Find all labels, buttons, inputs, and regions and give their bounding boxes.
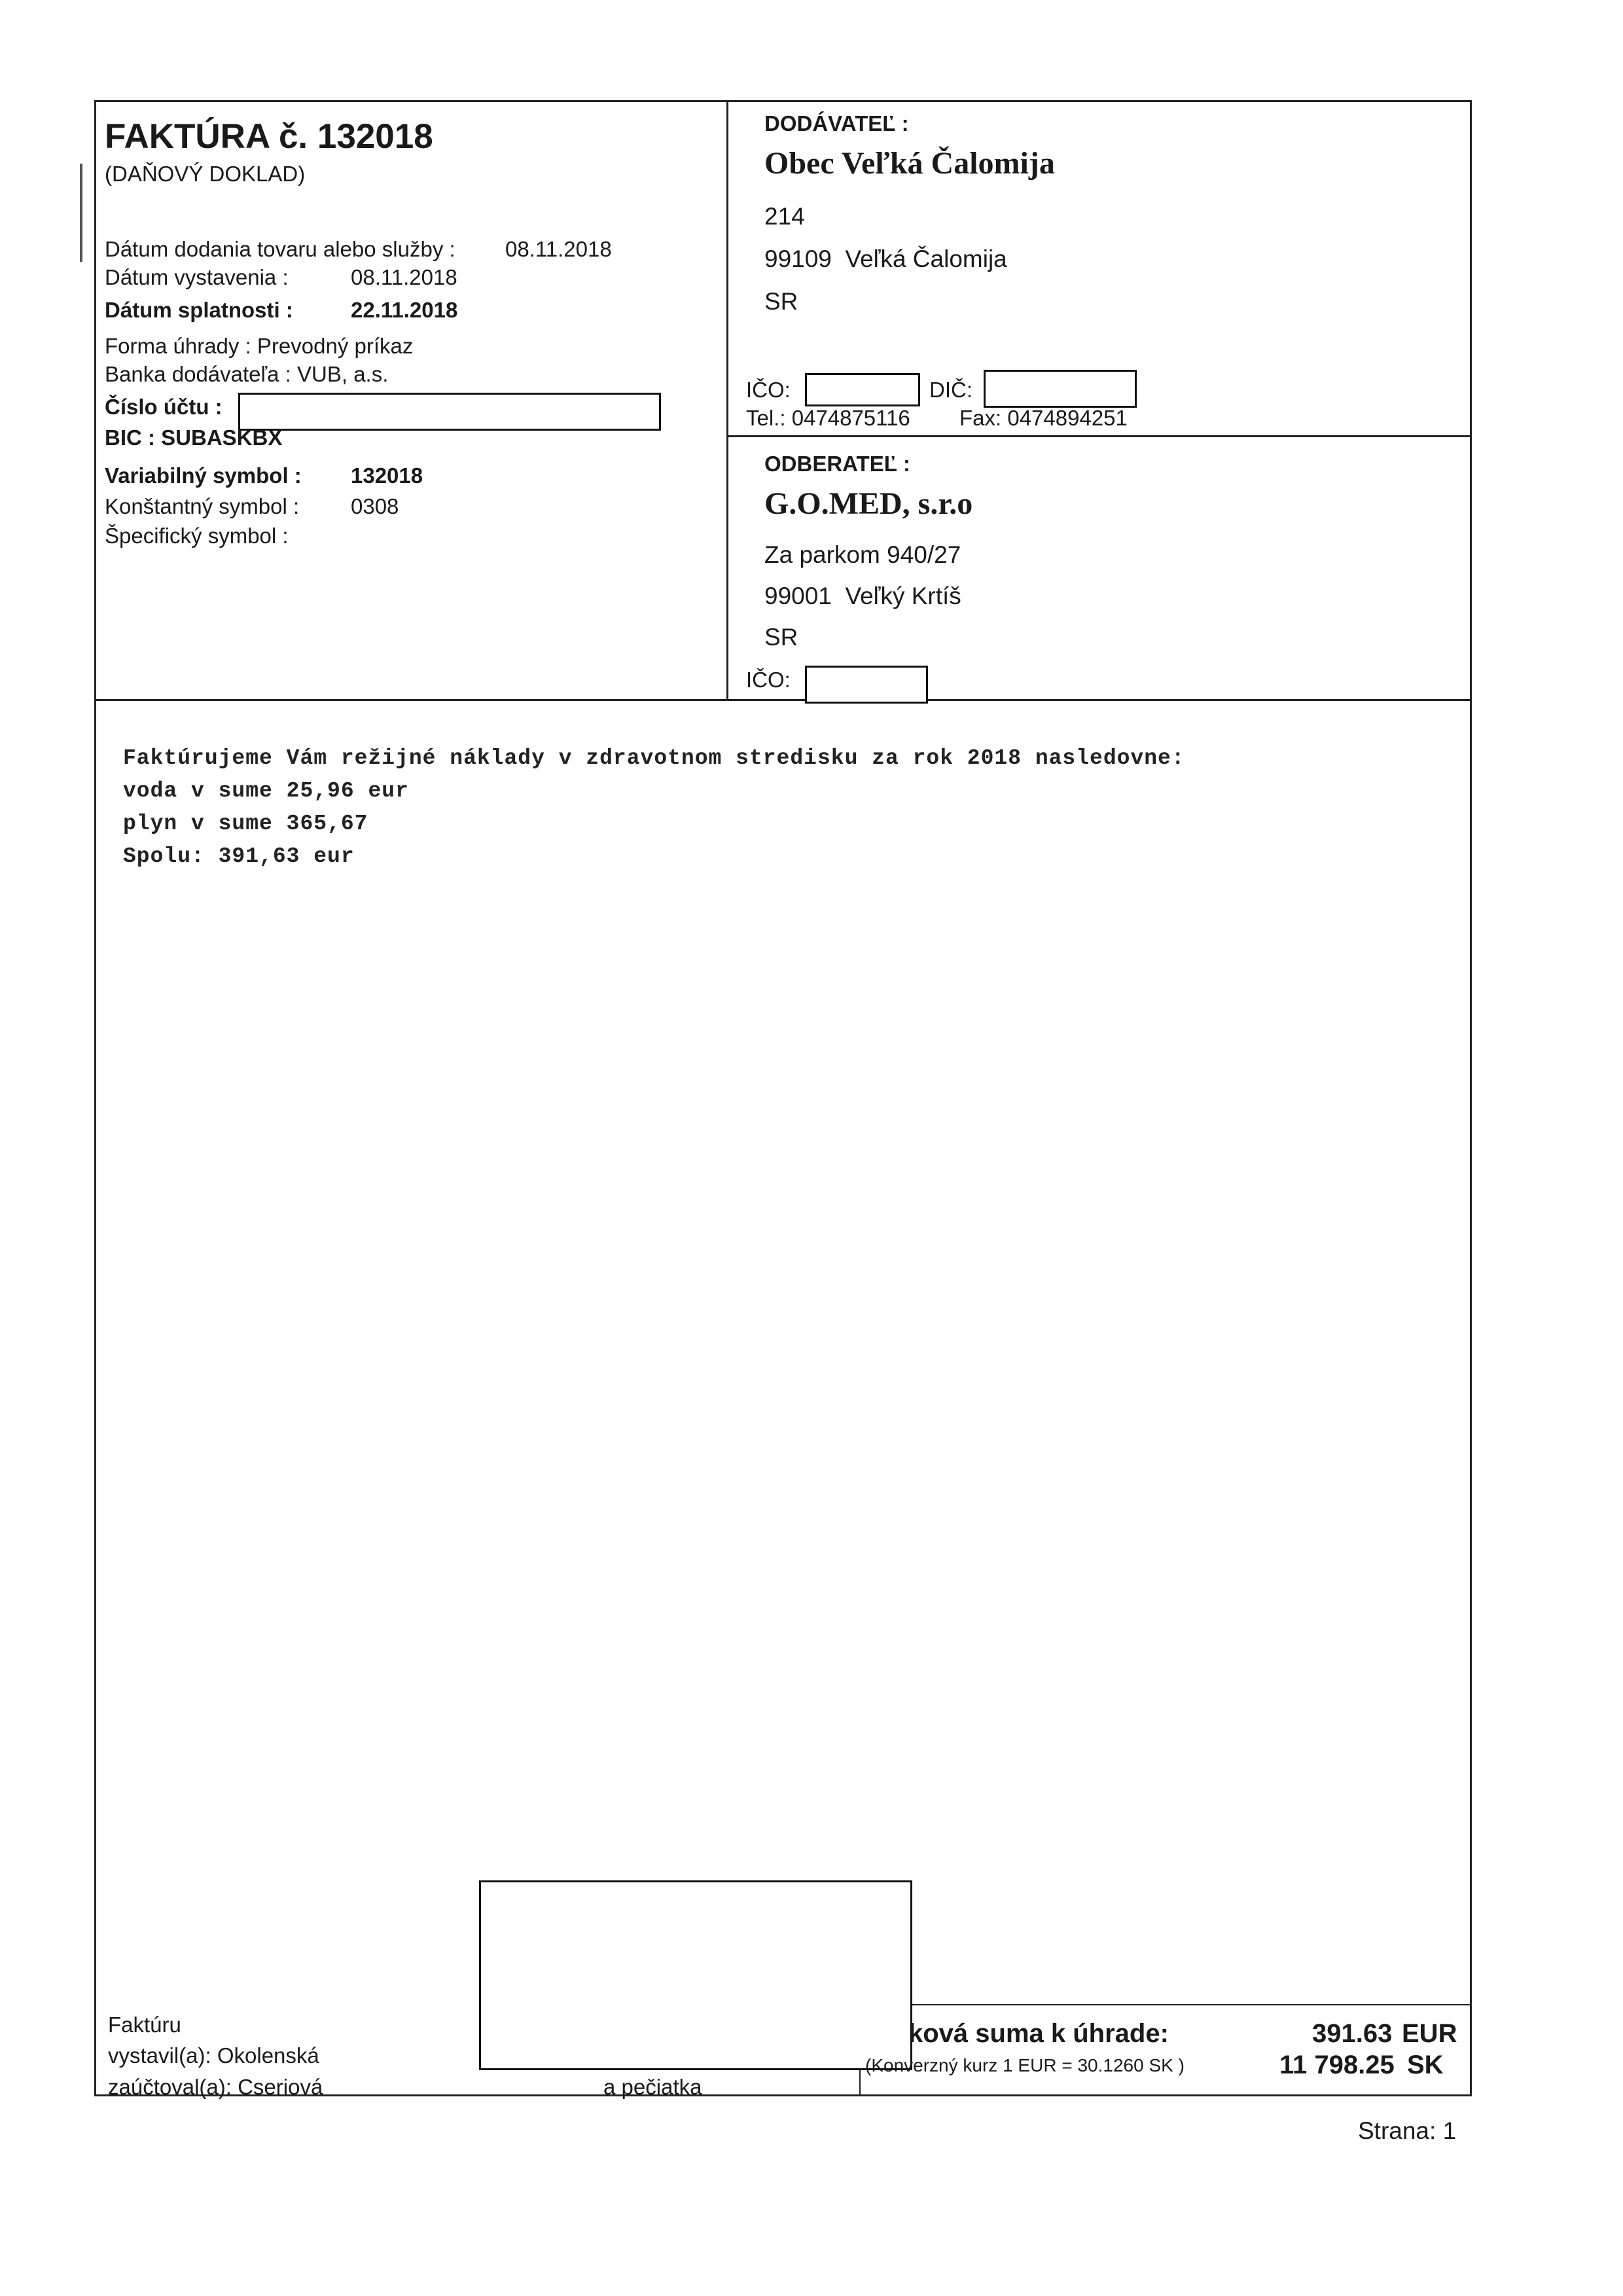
supplier-customer-divider	[726, 435, 1471, 437]
footer-total-divider	[903, 2004, 1471, 2005]
footer-invoice-label: Faktúru	[108, 2013, 181, 2037]
body-line-gas: plyn v sume 365,67	[123, 812, 368, 836]
account-number-redaction	[238, 393, 661, 431]
supplier-city: 99109 Veľká Čalomija	[764, 245, 1007, 272]
bic-code: BIC : SUBASKBX	[105, 425, 283, 450]
supplier-street: 214	[764, 203, 805, 230]
payment-form: Forma úhrady : Prevodný príkaz	[105, 334, 414, 358]
body-line-intro: Faktúrujeme Vám režijné náklady v zdravotnom stredisku za rok 2018 nasledovne:	[123, 746, 1185, 770]
invoice-subtitle: (DAŇOVÝ DOKLAD)	[105, 162, 306, 186]
frame-top	[94, 100, 1471, 102]
due-date-label: Dátum splatnosti :	[105, 298, 293, 322]
constant-symbol: 0308	[351, 494, 399, 518]
footer-booked-by: zaúčtoval(a): Cseriová	[108, 2075, 323, 2099]
delivery-date: 08.11.2018	[505, 237, 612, 261]
customer-ico-redaction	[805, 666, 928, 704]
customer-ico-label: IČO:	[746, 668, 791, 692]
header-vertical-divider	[726, 100, 728, 700]
constant-symbol-label: Konštantný symbol :	[105, 494, 300, 518]
supplier-heading: DODÁVATEĽ :	[764, 111, 909, 135]
invoice-title: FAKTÚRA č. 132018	[105, 117, 433, 156]
variable-symbol: 132018	[351, 463, 423, 488]
total-label: ková suma k úhrade:	[908, 2019, 1169, 2048]
supplier-dic-label: DIČ:	[929, 378, 972, 402]
supplier-fax: Fax: 0474894251	[959, 406, 1128, 430]
supplier-country: SR	[764, 288, 798, 315]
variable-symbol-label: Variabilný symbol :	[105, 463, 302, 488]
header-divider	[94, 699, 1471, 701]
footer-stamp-label: a pečiatka	[603, 2075, 702, 2099]
body-line-total: Spolu: 391,63 eur	[123, 844, 355, 869]
issue-date: 08.11.2018	[351, 265, 457, 289]
frame-right	[1470, 100, 1472, 2096]
page-number: Strana: 1	[1358, 2117, 1457, 2144]
supplier-phone: Tel.: 0474875116	[746, 406, 910, 430]
customer-heading: ODBERATEĽ :	[764, 452, 911, 476]
signature-redaction	[479, 1880, 912, 2070]
supplier-ico-redaction	[805, 373, 920, 406]
supplier-ico-label: IČO:	[746, 378, 791, 402]
conversion-rate: (Konverzný kurz 1 EUR = 30.1260 SK )	[865, 2055, 1185, 2075]
customer-city: 99001 Veľký Krtíš	[764, 583, 961, 609]
customer-name: G.O.MED, s.r.o	[764, 486, 973, 521]
total-eur: 391.63	[1312, 2019, 1393, 2048]
total-eur-currency: EUR	[1402, 2019, 1457, 2048]
total-sk: 11 798.25	[1279, 2051, 1395, 2079]
specific-symbol-label: Špecifický symbol :	[105, 524, 289, 548]
account-label: Číslo účtu :	[105, 395, 223, 419]
bank-name: Banka dodávateľa : VUB, a.s.	[105, 362, 389, 386]
total-sk-currency: SK	[1407, 2051, 1444, 2079]
body-line-water: voda v sume 25,96 eur	[123, 779, 409, 803]
customer-street: Za parkom 940/27	[764, 541, 961, 568]
supplier-name: Obec Veľká Čalomija	[764, 146, 1055, 181]
due-date: 22.11.2018	[351, 298, 458, 322]
issue-date-label: Dátum vystavenia :	[105, 265, 289, 289]
footer-issued-by: vystavil(a): Okolenská	[108, 2043, 319, 2068]
supplier-dic-redaction	[984, 370, 1137, 408]
customer-country: SR	[764, 624, 798, 651]
frame-left	[94, 100, 96, 2096]
scan-mark	[80, 164, 82, 262]
delivery-date-label: Dátum dodania tovaru alebo služby :	[105, 237, 455, 261]
